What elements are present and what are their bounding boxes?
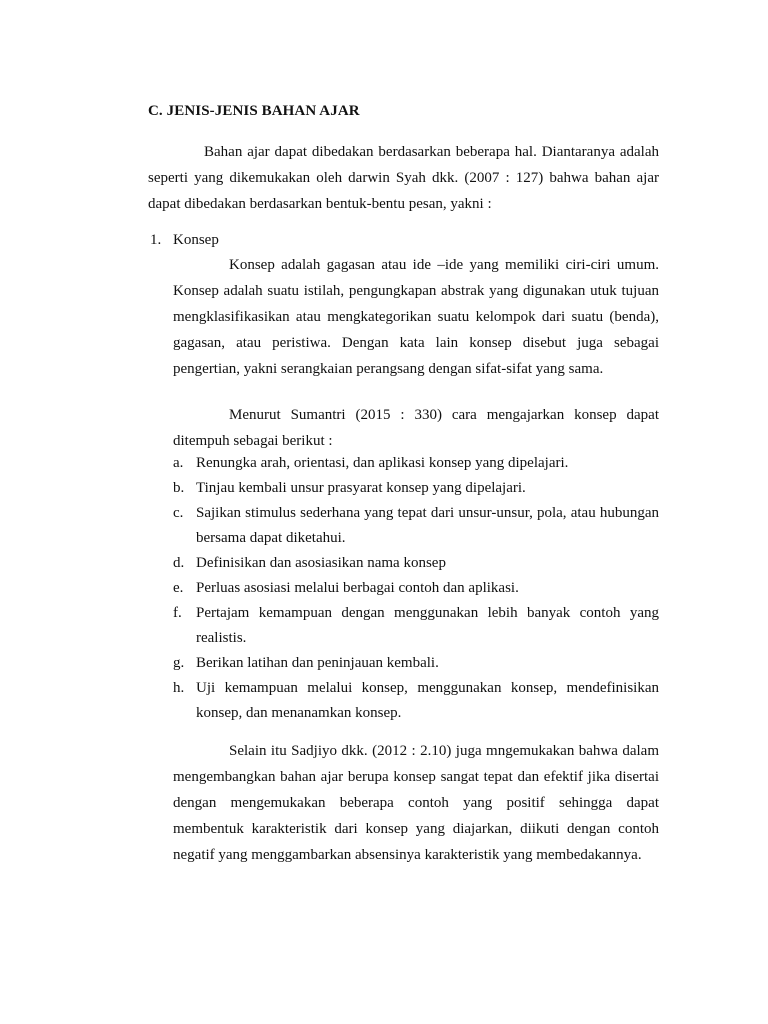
list-item-letter: c. (173, 505, 184, 521)
list-item-letter: b. (173, 480, 185, 496)
list-item-letter: e. (173, 580, 184, 596)
list-item (173, 501, 659, 551)
list-item (173, 576, 659, 601)
list-item-letter: f. (173, 605, 182, 621)
list-number: 1. (150, 232, 162, 248)
list-item-text: Perluas asosiasi melalui berbagai contoh dan aplikasi. (196, 580, 519, 596)
list-item-letter: a. (173, 455, 184, 471)
list-item (173, 601, 659, 651)
list-item (173, 476, 659, 501)
sumantri-paragraph: Menurut Sumantri (2015 : 330) cara mengajarkan konsep dapat ditempuh sebagai berikut : (173, 407, 659, 449)
sadjiyo-paragraph: Selain itu Sadjiyo dkk. (2012 : 2.10) juga mngemukakan bahwa dalam mengembangkan bahan ajar berupa konsep sangat tepat dan efektif jika disertai dengan mengemukakan beberapa contoh yang positif sehingga dapat membentuk karakteristik dari konsep yang diajarkan, diikuti dengan contoh negatif yang menggambarkan absensinya karakteristik yang membedakannya. (173, 743, 659, 863)
list-item-text: Renungka arah, orientasi, dan aplikasi konsep yang dipelajari. (196, 455, 569, 471)
list-item-text: Tinjau kembali unsur prasyarat konsep yang dipelajari. (196, 480, 526, 496)
list-item (173, 676, 659, 726)
steps-list (173, 451, 659, 726)
list-item (173, 651, 659, 676)
list-item-text: Sajikan stimulus sederhana yang tepat dari unsur-unsur, pola, atau hubungan bersama dapat diketahui. (196, 505, 659, 546)
list-item-text: Berikan latihan dan peninjauan kembali. (196, 655, 439, 671)
list-item (173, 451, 659, 476)
list-item-title: Konsep (173, 232, 219, 248)
list-item-text: Definisikan dan asosiasikan nama konsep (196, 555, 446, 571)
konsep-definition-paragraph: Konsep adalah gagasan atau ide –ide yang memiliki ciri-ciri umum. Konsep adalah suatu istilah, pengungkapan abstrak yang digunakan utuk tujuan mengklasifikasikan atau mengkategorikan suatu kelompok dari suatu (benda), gagasan, atau peristiwa. Dengan kata lain konsep disebut juga sebagai pengertian, yakni serangkaian perangsang dengan sifat-sifat yang sama. (173, 257, 659, 377)
list-item-text: Uji kemampuan melalui konsep, menggunakan konsep, mendefinisikan konsep, dan menanamkan konsep. (196, 680, 659, 721)
list-item-letter: d. (173, 555, 185, 571)
section-heading: C. JENIS-JENIS BAHAN AJAR (148, 103, 360, 119)
list-item (173, 551, 659, 576)
list-item-letter: g. (173, 655, 185, 671)
list-item-letter: h. (173, 680, 185, 696)
intro-paragraph: Bahan ajar dapat dibedakan berdasarkan beberapa hal. Diantaranya adalah seperti yang dikemukakan oleh darwin Syah dkk. (2007 : 127) bahwa bahan ajar dapat dibedakan berdasarkan bentuk-bentu pesan, yakni : (148, 144, 659, 212)
list-item-text: Pertajam kemampuan dengan menggunakan lebih banyak contoh yang realistis. (196, 605, 659, 646)
